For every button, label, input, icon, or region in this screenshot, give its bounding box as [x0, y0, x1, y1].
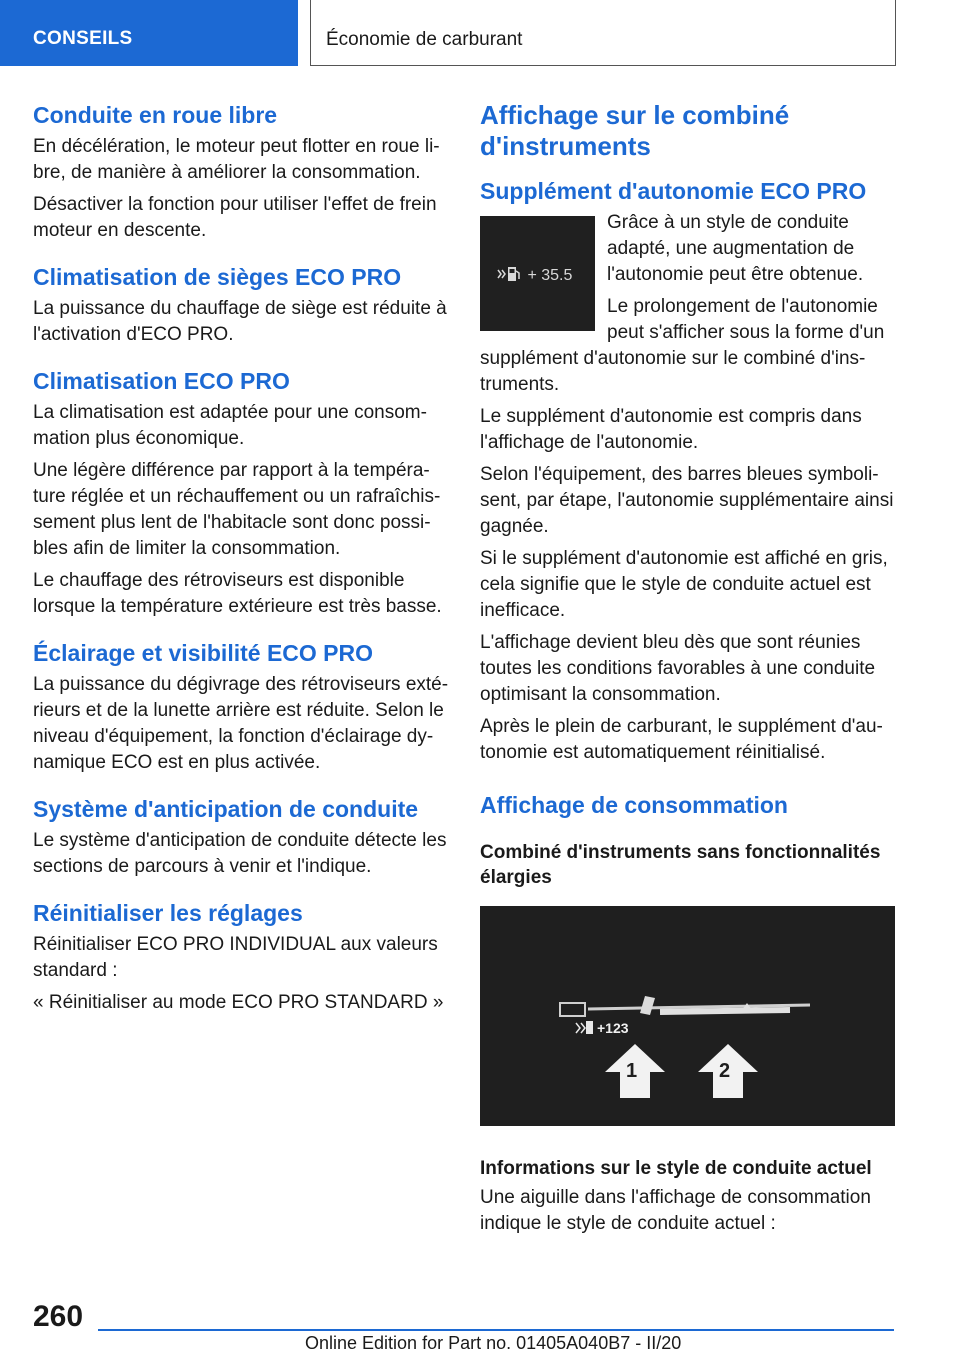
paragraph: Le supplément d'autonomie est compris dans l'affichage de l'autonomie.	[480, 406, 862, 453]
paragraph: La puissance du dégivrage des rétroviseurs exté-rieurs et de la lunette arrière est réduite. Selon le niveau d'équipement, la fonction d'éclairage dy-namique ECO est en plus activée.	[33, 674, 449, 773]
subheading-combine-sans: Combiné d'instruments sans fonctionnalités élargies	[480, 842, 881, 888]
paragraph: En décélération, le moteur peut flotter en roue li-bre, de manière à améliorer la consommation.	[33, 136, 440, 183]
paragraph: Réinitialiser ECO PRO INDIVIDUAL aux valeurs standard :	[33, 934, 438, 981]
paragraph: Le système d'anticipation de conduite détecte les sections de parcours à venir et l'indique.	[33, 830, 447, 877]
consumption-gauge-graphic	[480, 906, 895, 1126]
paragraph: Grâce à un style de conduite adapté, une augmentation de l'autonomie peut être obtenue.	[607, 212, 864, 285]
heading-anticipation: Système d'anticipation de conduite	[33, 796, 419, 822]
paragraph: L'affichage devient bleu dès que sont réunies toutes les conditions favorables à une conduite optimisant la consommation.	[480, 632, 876, 705]
heading-supplement-autonomie: Supplément d'autonomie ECO PRO	[480, 178, 867, 204]
right-column	[480, 100, 898, 1243]
cluster-value: +123	[597, 1020, 629, 1036]
heading-affichage-consommation: Affichage de consommation	[480, 792, 788, 818]
range-value: + 35.5	[527, 267, 573, 284]
heading-climatisation-sieges: Climatisation de sièges ECO PRO	[33, 264, 402, 290]
chapter-title: Économie de carburant	[326, 29, 523, 50]
section-tab	[0, 0, 298, 66]
fuel-pump-icon	[497, 265, 523, 283]
callout-2: 2	[719, 1060, 731, 1082]
paragraph: Une légère différence par rapport à la tempéra-ture réglée et un réchauffement ou un rafraîchis-sement plus lent de l'habitacle sont donc possi-bles afin de limiter la consommation.	[33, 460, 441, 559]
section-label: CONSEILS	[33, 28, 133, 49]
paragraph: Une aiguille dans l'affichage de consommation indique le style de conduite actuel :	[480, 1187, 871, 1234]
heading-affichage-combine: Affichage sur le combiné d'instruments	[480, 100, 790, 161]
consumption-display-image	[480, 906, 895, 1126]
range-display-image	[480, 216, 595, 331]
paragraph: Si le supplément d'autonomie est affiché en gris, cela signifie que le style de conduite actuel est inefficace.	[480, 548, 888, 621]
subheading-style-conduite: Informations sur le style de conduite actuel	[480, 1158, 872, 1179]
chapter-header	[310, 0, 896, 66]
paragraph: « Réinitialiser au mode ECO PRO STANDARD »	[33, 992, 444, 1013]
heading-reinitialiser: Réinitialiser les réglages	[33, 900, 303, 926]
paragraph: Le prolongement de l'autonomie peut s'afficher sous la forme d'un supplément d'autonomie sur le combiné d'ins-truments.	[480, 296, 885, 395]
page-number: 260	[33, 1300, 84, 1333]
paragraph: Désactiver la fonction pour utiliser l'effet de frein moteur en descente.	[33, 194, 437, 241]
heading-climatisation: Climatisation ECO PRO	[33, 368, 290, 394]
range-readout	[497, 265, 572, 285]
paragraph: Selon l'équipement, des barres bleues symboli-sent, par étape, l'autonomie supplémentaire ainsi gagnée.	[480, 464, 894, 537]
heading-eclairage: Éclairage et visibilité ECO PRO	[33, 640, 374, 666]
heading-roue-libre: Conduite en roue libre	[33, 102, 278, 128]
paragraph: La puissance du chauffage de siège est réduite à l'activation d'ECO PRO.	[33, 298, 447, 345]
paragraph: La climatisation est adaptée pour une consom-mation plus économique.	[33, 402, 427, 449]
paragraph: Le chauffage des rétroviseurs est disponible lorsque la température extérieure est très basse.	[33, 570, 442, 617]
left-column	[33, 100, 449, 1022]
paragraph: Après le plein de carburant, le supplément d'au-tonomie est automatiquement réinitialisé.	[480, 716, 883, 763]
edition-footer: Online Edition for Part no. 01405A040B7 - II/20	[305, 1333, 682, 1353]
footer-divider	[98, 1329, 894, 1331]
callout-1: 1	[626, 1060, 638, 1082]
